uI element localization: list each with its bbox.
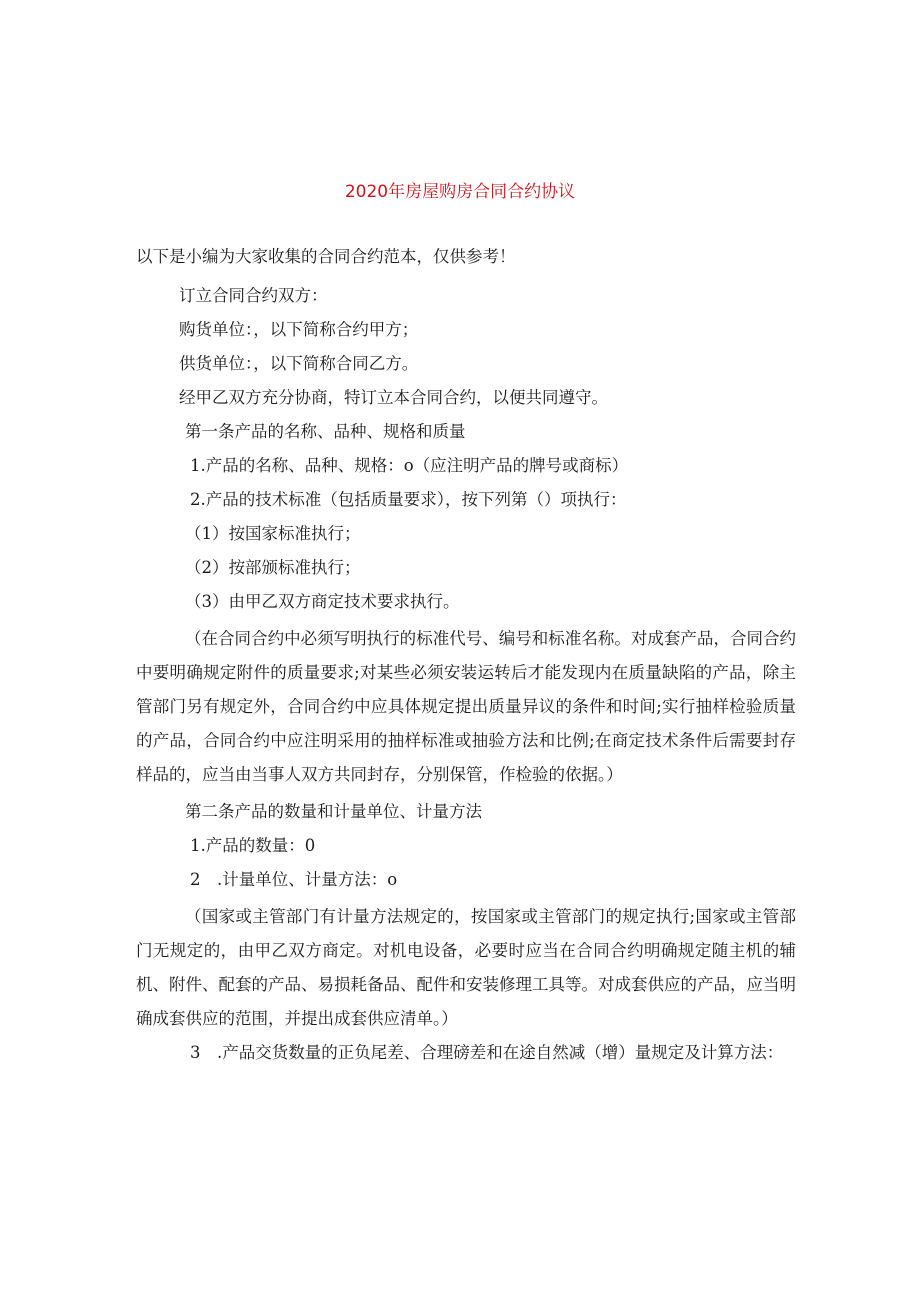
document-title: 2020年房屋购房合同合约协议 <box>344 182 576 202</box>
parties-line: 订立合同合约双方： <box>179 286 328 305</box>
article-2-heading: 第二条产品的数量和计量单位、计量方法 <box>185 802 482 821</box>
article-2-item-2: 2 .计量单位、计量方法：o <box>190 870 398 889</box>
article-2-note: （国家或主管部门有计量方法规定的，按国家或主管部门的规定执行;国家或主管部门无规定的，由甲乙双方商定。对机电设备，必要时应当在合同合约明确规定随主机的辅机、附件、配套的产品、易损耗备品、配件和安装修理工具等。对成套供应的产品，应当明确成套供应的范围，并提出成套供应清单。） <box>136 907 796 1028</box>
article-1-sub-2: （2）按部颁标准执行； <box>185 558 361 577</box>
article-2-item-1: 1.产品的数量：0 <box>190 836 316 855</box>
article-1-note: （在合同合约中必须写明执行的标准代号、编号和标准名称。对成套产品，合同合约中要明确规定附件的质量要求;对某些必须安装运转后才能发现内在质量缺陷的产品，除主管部门另有规定外，合同合约中应具体规定提出质量异议的条件和时间;实行抽样检验质量的产品，合同合约中应注明采用的抽样标准或抽验方法和比例;在商定技术条件后需要封存样品的，应当由当事人双方共同封存，分别保管，作检验的依据。） <box>136 629 796 784</box>
intro-line: 以下是小编为大家收集的合同合约范本，仅供参考！ <box>136 247 516 266</box>
agreement-line: 经甲乙双方充分协商，特订立本合同合约，以便共同遵守。 <box>179 388 608 407</box>
article-1-item-2: 2.产品的技术标准（包括质量要求），按下列第（）项执行： <box>190 490 627 509</box>
article-2-item-3: 3 .产品交货数量的正负尾差、合理磅差和在途自然减（增）量规定及计算方法： <box>190 1043 784 1062</box>
document-body <box>136 240 796 1070</box>
article-1-heading: 第一条产品的名称、品种、规格和质量 <box>185 422 466 441</box>
article-1-sub-3: （3）由甲乙双方商定技术要求执行。 <box>185 592 460 611</box>
buyer-line: 购货单位：，以下简称合约甲方； <box>179 320 419 339</box>
article-1-sub-1: （1）按国家标准执行； <box>185 524 361 543</box>
article-1-item-1: 1.产品的名称、品种、规格：o（应注明产品的牌号或商标） <box>190 456 629 475</box>
supplier-line: 供货单位：，以下简称合同乙方。 <box>179 354 419 373</box>
